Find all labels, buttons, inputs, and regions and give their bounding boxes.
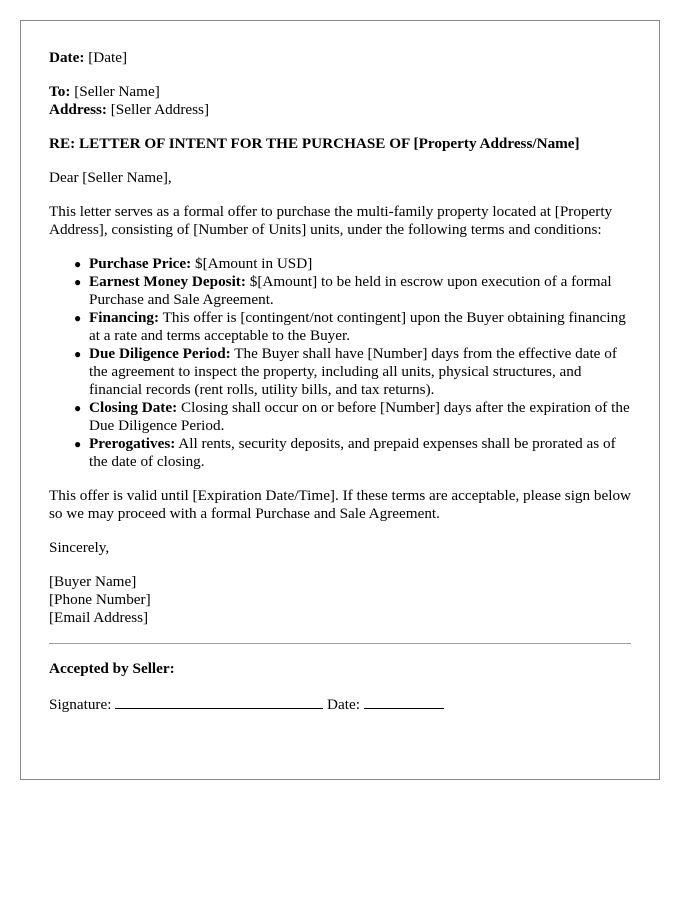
- bullet-icon: ●: [74, 401, 82, 415]
- to-value: [Seller Name]: [74, 83, 160, 100]
- date-label: Date:: [49, 49, 85, 66]
- validity-paragraph: This offer is valid until [Expiration Date/Time]. If these terms are acceptable, please sign below so we may proceed with a formal Purchase and Sale Agreement.: [49, 487, 632, 522]
- term-label: Purchase Price:: [89, 255, 192, 272]
- term-text: Closing shall occur on or before [Number] days after the expiration of the Due Diligence Period.: [89, 399, 630, 434]
- salutation: Dear [Seller Name],: [49, 169, 172, 186]
- term-item: [74, 399, 631, 435]
- buyer-email: [Email Address]: [49, 609, 149, 626]
- address-value: [Seller Address]: [110, 101, 210, 118]
- buyer-block: [49, 573, 631, 627]
- address-label: Address:: [49, 101, 107, 118]
- signature-date-line[interactable]: [364, 694, 444, 709]
- bullet-icon: ●: [74, 347, 82, 361]
- recipient-block: [49, 83, 631, 119]
- term-text: This offer is [contingent/not contingent] upon the Buyer obtaining financing at a rate and terms acceptable to the Buyer.: [89, 309, 626, 344]
- letter-page: [20, 20, 660, 780]
- date-value: [Date]: [88, 49, 128, 66]
- term-item: [74, 255, 631, 273]
- signature-label: Signature:: [49, 696, 112, 713]
- signature-row: [49, 694, 631, 714]
- to-label: To:: [49, 83, 71, 100]
- address-line: [49, 101, 631, 119]
- term-item: [74, 309, 631, 345]
- term-label: Earnest Money Deposit:: [89, 273, 246, 290]
- term-label: Due Diligence Period:: [89, 345, 231, 362]
- bullet-icon: ●: [74, 275, 82, 289]
- term-item: [74, 273, 631, 309]
- term-text: $[Amount] to be held in escrow upon execution of a formal Purchase and Sale Agreement.: [89, 273, 612, 308]
- bullet-icon: ●: [74, 437, 82, 451]
- bullet-icon: ●: [74, 311, 82, 325]
- terms-list: [49, 255, 631, 471]
- subject-line: [49, 135, 631, 153]
- term-label: Prerogatives:: [89, 435, 176, 452]
- term-item: [74, 435, 631, 471]
- to-line: [49, 83, 631, 101]
- term-text: The Buyer shall have [Number] days from the effective date of the agreement to inspect the property, including all units, physical structures, and financial records (rent rolls, utility bills, and tax returns).: [89, 345, 617, 398]
- term-label: Closing Date:: [89, 399, 178, 416]
- signature-date-label: Date:: [327, 696, 360, 713]
- acceptance-heading-text: Accepted by Seller:: [49, 660, 175, 677]
- divider: [49, 643, 631, 644]
- term-item: [74, 345, 631, 399]
- date-line: [49, 49, 631, 67]
- term-label: Financing:: [89, 309, 160, 326]
- closing-line: Sincerely,: [49, 539, 110, 556]
- buyer-name: [Buyer Name]: [49, 573, 137, 590]
- signature-line[interactable]: [115, 694, 323, 709]
- bullet-icon: ●: [74, 257, 82, 271]
- buyer-phone: [Phone Number]: [49, 591, 151, 608]
- acceptance-heading: [49, 660, 631, 678]
- term-text: $[Amount in USD]: [191, 255, 313, 272]
- term-text: All rents, security deposits, and prepaid expenses shall be prorated as of the date of closing.: [89, 435, 616, 470]
- intro-paragraph: This letter serves as a formal offer to purchase the multi-family property located at [Property Address], consisting of [Number of Units] units, under the following terms and conditions:: [49, 203, 613, 238]
- subject-text: RE: LETTER OF INTENT FOR THE PURCHASE OF [Property Address/Name]: [49, 135, 580, 152]
